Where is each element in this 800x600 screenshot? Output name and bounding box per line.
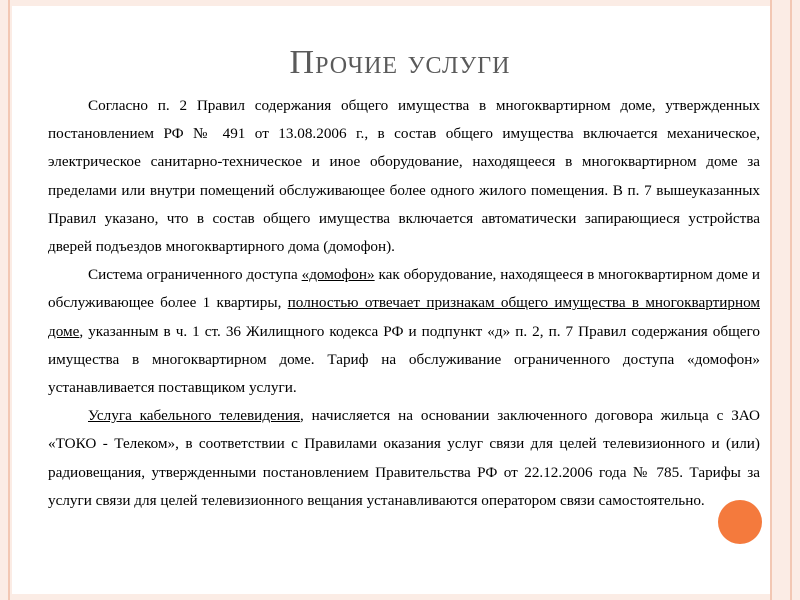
paragraph-intercom-system bbox=[48, 261, 760, 402]
frame-left-line bbox=[8, 0, 10, 600]
paragraph-text: Согласно п. 2 Правил содержания общего имущества в многоквартирном доме, утвержденных постановлением РФ № 491 от 13.08.2006 г., в состав общего имущества включается механическое, электрическое санитарно-техническое и иное оборудование, находящееся в многоквартирном доме за пределами или внутри помещений обслуживающее более одного жилого помещения. В п. 7 вышеуказанных Правил указано, что в состав общего имущества включается автоматически запирающиеся устройства дверей подъездов многоквартирного дома (домофон). bbox=[48, 97, 760, 256]
paragraph-text: как оборудование, находящееся в многоквартирном доме и обслуживающее более 1 квартиры, bbox=[48, 266, 760, 312]
frame-left-border bbox=[0, 0, 12, 600]
frame-right-line-outer bbox=[790, 0, 792, 600]
underlined-text: полностью отвечает признакам общего имущества в многоквартирном доме bbox=[48, 294, 760, 340]
underlined-text: «домофон» bbox=[301, 266, 375, 284]
frame-bottom-border bbox=[0, 594, 800, 600]
decorative-circle-icon bbox=[718, 500, 762, 544]
slide-body bbox=[48, 92, 760, 515]
slide-title: Прочие услуги bbox=[289, 44, 511, 81]
paragraph-text: , указанным в ч. 1 ст. 36 Жилищного кодекса РФ и подпункт «д» п. 2, п. 7 Правил содержания общего имущества в многоквартирном доме. Тариф на обслуживание ограниченного доступа «домофон» устанавливается поставщиком услуги. bbox=[48, 322, 760, 397]
frame-right-border bbox=[770, 0, 800, 600]
frame-top-border bbox=[0, 0, 800, 6]
paragraph-cable-tv bbox=[48, 402, 760, 515]
underlined-text: Услуга кабельного телевидения bbox=[88, 407, 301, 425]
paragraph-intercom-rules bbox=[48, 92, 760, 261]
paragraph-text: , начисляется на основании заключенного договора жильца с ЗАО «ТОКО - Телеком», в соответствии с Правилами оказания услуг связи для целей телевизионного и (или) радиовещания, утвержденными постановлением Правительства РФ от 22.12.2006 года № 785. Тарифы за услуги связи для целей телевизионного вещания устанавливаются оператором связи самостоятельно. bbox=[48, 407, 760, 509]
frame-right-line-inner bbox=[770, 0, 772, 600]
paragraph-text: Система ограниченного доступа bbox=[88, 266, 302, 284]
